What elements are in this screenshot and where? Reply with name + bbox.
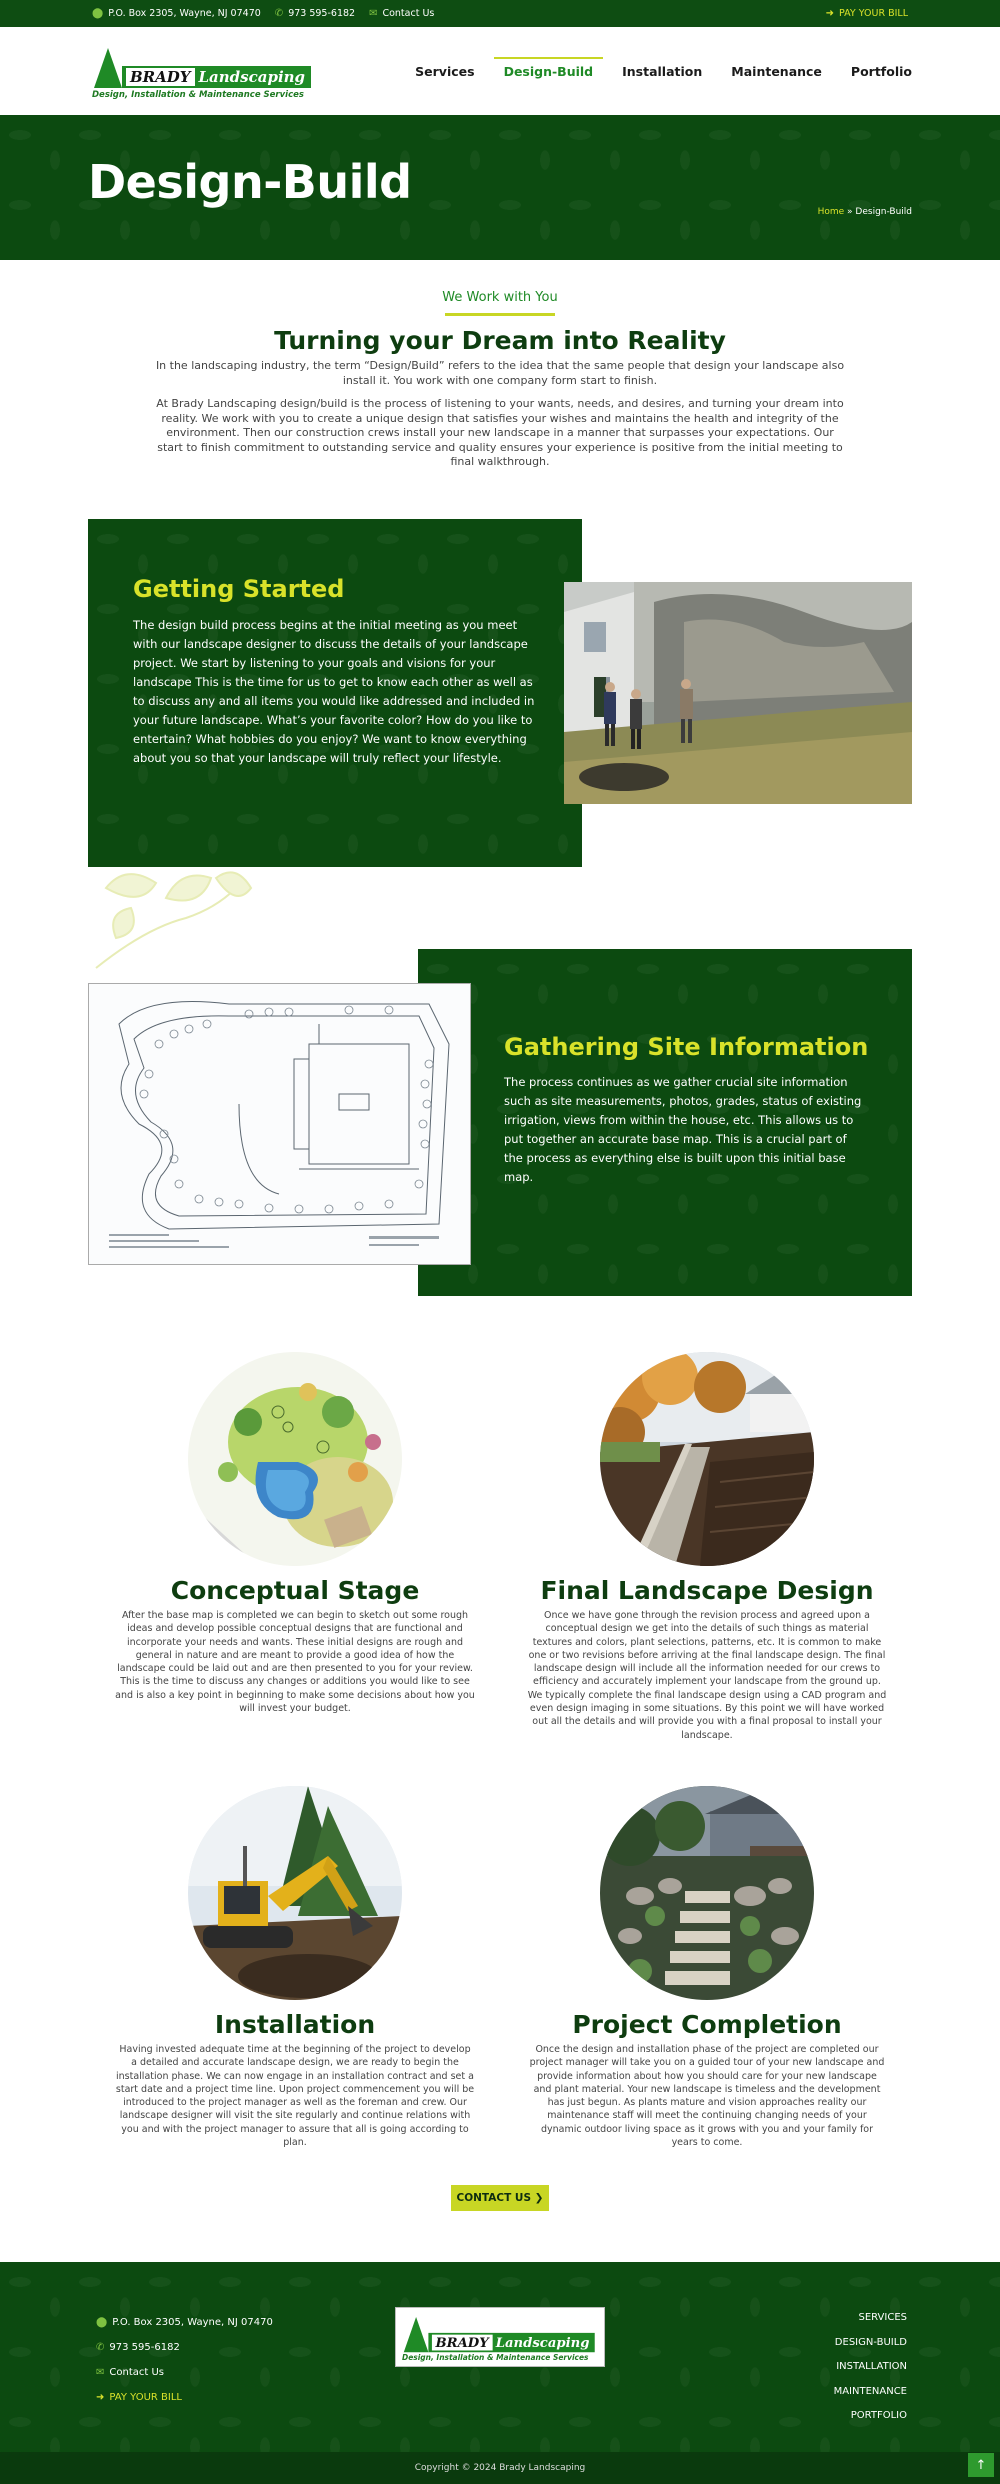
footer-address-text: P.O. Box 2305, Wayne, NJ 07470 <box>112 2317 273 2328</box>
completion-title: Project Completion <box>572 2010 842 2039</box>
map-pin-icon: ⬤ <box>96 2317 108 2328</box>
footer-logo-word-brady: BRADY <box>432 2335 492 2351</box>
intro-paragraph-2: At Brady Landscaping design/build is the process of listening to your wants, needs, and desires, and turning your dream into reality. We work with you to create a unique design that satisfies your wishes and maintains the health and integrity of the environment. Then our construction crews install your new landscape in a manner that surpasses your expectations. Our start to finish commitment to outstanding service and quality ensures your experience is positive from the initial meeting to final walkthrough. <box>156 397 844 468</box>
contact-us-button[interactable]: CONTACT US ❯ <box>451 2185 549 2211</box>
installation-body: Having invested adequate time at the beginning of the project to develop a detailed and accurate landscape design, we are ready to begin the installation phase. We can now engage in an installation contract and set a start date and a project time line. Upon project commencement you will be introduced to the project manager as well as the foreman and crew. Our landscape designer will visit the site regularly and continue relations with you and with the project manager to assure that all is going according to plan. <box>115 2044 475 2149</box>
footer-logo-wordmark <box>428 2333 594 2352</box>
footer-logo-mark <box>402 2310 596 2365</box>
phone-icon: ✆ <box>274 8 284 19</box>
conceptual-title: Conceptual Stage <box>170 1576 420 1605</box>
arrow-up-icon: ↑ <box>975 2457 987 2473</box>
footer-link-portfolio[interactable]: PORTFOLIO <box>850 2410 907 2421</box>
contact-text: Contact Us <box>382 8 435 19</box>
nav-design-build[interactable]: Design-Build <box>504 58 594 85</box>
installation-title: Installation <box>214 2010 376 2039</box>
contact-link[interactable] <box>369 8 434 19</box>
nav-services[interactable]: Services <box>415 63 475 79</box>
footer-phone-link[interactable] <box>96 2335 273 2360</box>
logo-word-brady: BRADY <box>126 68 195 86</box>
getting-started-title: Getting Started <box>133 575 345 603</box>
breadcrumb-home[interactable]: Home <box>817 207 845 217</box>
nav-portfolio[interactable]: Portfolio <box>850 63 912 79</box>
site-info-panel <box>418 949 912 1296</box>
logo-tagline: Design, Installation & Maintenance Services <box>92 90 304 100</box>
nav-maintenance[interactable]: Maintenance <box>731 63 822 79</box>
intro-paragraph-1: In the landscaping industry, the term “Design/Build” refers to the idea that the same people that design your landscape also install it. You work with one company form start to finish. <box>155 359 845 387</box>
scroll-to-top-button[interactable] <box>968 2453 994 2477</box>
footer-link-maintenance[interactable]: MAINTENANCE <box>833 2385 907 2397</box>
intro-section <box>0 260 1000 470</box>
completion-image <box>600 1786 814 2000</box>
conceptual-body: After the base map is completed we can begin to sketch out some rough ideas and develop possible conceptual designs that are functional and incorporate your needs and wants. These initial designs are rough and general in nature and are meant to provide a good idea of how the landscape could be laid out and are then presented to you for your review. This is the time to discuss any changes or additions you would like to see and is also a key point in beginning to make some decisions about how you will invest your budget. <box>115 1610 475 1715</box>
logo-wordmark <box>122 66 311 88</box>
map-pin-icon: ⬤ <box>92 8 104 19</box>
footer-logo[interactable] <box>395 2307 605 2367</box>
intro-eyebrow: We Work with You <box>442 290 558 305</box>
stage-installation <box>115 1786 475 2149</box>
site-header <box>0 27 1000 115</box>
stage-final-design <box>527 1352 887 1742</box>
top-bar <box>0 0 1000 27</box>
phone-icon: ✆ <box>96 2342 105 2353</box>
site-meeting-photo <box>564 582 912 804</box>
address-text: P.O. Box 2305, Wayne, NJ 07470 <box>108 8 261 19</box>
pay-bill-text: PAY YOUR BILL <box>839 8 908 19</box>
completion-body: Once the design and installation phase of the project are completed our project manager will take you on a guided tour of your new landscape and provide information about how you should care for your new landscape and plant material. Your new landscape is timeless and the development has just begun. As plants mature and vision approaches reality our maintenance staff will meet the continuing changing needs of your dynamic outdoor living space as it grows with you and your family for years to come. <box>529 2044 885 2149</box>
final-design-image <box>600 1352 814 1566</box>
conceptual-image <box>188 1352 402 1566</box>
getting-started-body: The design build process begins at the initial meeting as you meet with our landscape designer to discuss the details of your landscape project. We start by listening to your goals and visions for your landscape This is the time for us to get to know each other as well as to discuss any and all items you would like addressed and included in your future landscape. What’s your favorite color? How do you like to entertain? What hobbies do you enjoy? We want to know everything about you so that your landscape will truly reflect your lifestyle. <box>133 618 535 765</box>
breadcrumb-separator: » <box>847 207 853 217</box>
arrow-circle-icon: ➜ <box>96 2392 105 2403</box>
breadcrumb <box>818 207 912 217</box>
getting-started-panel <box>88 519 582 867</box>
footer-logo-word-landscaping: Landscaping <box>495 2334 590 2351</box>
site-footer <box>0 2262 1000 2452</box>
copyright-bar <box>0 2452 1000 2484</box>
footer-contact-link[interactable] <box>96 2360 273 2385</box>
phone-link[interactable] <box>275 8 355 19</box>
footer-logo-tree-shape <box>404 2317 429 2352</box>
intro-divider <box>445 313 555 316</box>
base-map-drawing <box>88 983 471 1265</box>
site-logo[interactable] <box>92 40 312 102</box>
nav-installation[interactable]: Installation <box>622 63 703 79</box>
page-hero <box>0 115 1000 260</box>
footer-logo-tagline: Design, Installation & Maintenance Services <box>402 2354 589 2363</box>
stage-conceptual <box>115 1352 475 1715</box>
envelope-icon: ✉ <box>96 2367 105 2378</box>
footer-link-services[interactable]: SERVICES <box>858 2312 907 2323</box>
footer-address <box>96 2310 273 2335</box>
breadcrumb-current: Design-Build <box>855 207 912 217</box>
phone-text: 973 595-6182 <box>288 8 356 19</box>
leaf-decoration <box>86 868 256 978</box>
final-design-body: Once we have gone through the revision process and agreed upon a conceptual design we get into the details of such things as material textures and colors, plant selections, patterns, etc. It is common to make one or two revisions before arriving at the final landscape design. The final landscape design will include all the information needed for our crews to efficiency and accurately implement your landscape from the ground up. We typically complete the final landscape design using a CAD program and even design imaging in some situations. By this point we will have worked out all the details and will provide you with a final proposal to install your landscape. <box>527 1610 887 1741</box>
installation-image <box>188 1786 402 2000</box>
footer-link-installation[interactable]: INSTALLATION <box>836 2361 907 2372</box>
page-title: Design-Build <box>88 155 412 209</box>
footer-link-design-build[interactable]: DESIGN-BUILD <box>834 2336 907 2348</box>
intro-heading: Turning your Dream into Reality <box>274 326 726 355</box>
footer-contact-text: Contact Us <box>109 2367 165 2378</box>
stage-completion <box>527 1786 887 2149</box>
footer-links <box>834 2310 907 2433</box>
footer-phone-text: 973 595-6182 <box>109 2342 180 2353</box>
arrow-circle-icon: ➜ <box>825 8 835 19</box>
footer-pay-bill-link[interactable] <box>96 2385 273 2410</box>
footer-pay-bill-text: PAY YOUR BILL <box>109 2392 182 2403</box>
logo-word-landscaping: Landscaping <box>198 68 306 86</box>
main-nav <box>386 58 912 85</box>
envelope-icon: ✉ <box>369 8 378 19</box>
copyright-text: Copyright © 2024 Brady Landscaping <box>414 2463 586 2473</box>
pay-bill-link[interactable] <box>826 8 908 19</box>
final-design-title: Final Landscape Design <box>540 1576 874 1605</box>
logo-tree-shape <box>94 48 122 88</box>
address-item <box>92 8 261 19</box>
site-info-title: Gathering Site Information <box>504 1033 869 1061</box>
site-info-body: The process continues as we gather crucial site information such as site measurements, photos, grades, status of existing irrigation, views from within the house, etc. This allows us to put together an accurate base map. This is a crucial part of the process as everything else is built upon this initial base map. <box>504 1075 862 1184</box>
footer-contact <box>96 2310 273 2410</box>
